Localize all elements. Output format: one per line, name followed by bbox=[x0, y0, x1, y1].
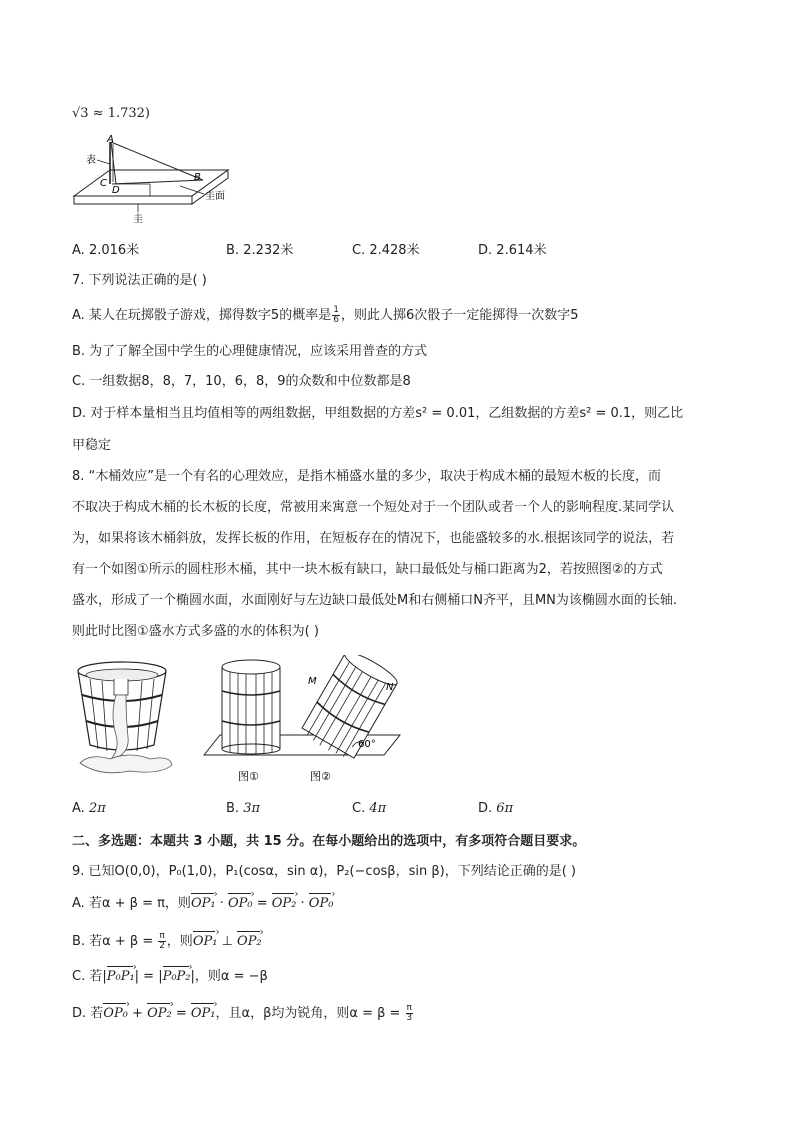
q8-line-6: 则此时比图①盛水方式多盛的水的体积为( ) bbox=[72, 624, 319, 639]
caption-fig1: 图① bbox=[238, 770, 259, 783]
sqrt3-approx: √3 ≈ 1.732) bbox=[72, 106, 150, 121]
q9-option-d: D. 若OP₀ › + OP₂ › = OP₁ ›，且α，β均为锐角，则α = β = $\frac{\pi}{3}$ bbox=[72, 1004, 414, 1023]
q6-option-a: A. 2.016米 bbox=[72, 243, 140, 258]
q8-line-1: 8. “木桶效应”是一个有名的心理效应，是指木桶盛水量的多少，取决于构成木桶的最短木板的长度，而 bbox=[72, 469, 662, 484]
q6-option-c: C. 2.428米 bbox=[352, 243, 420, 258]
label-D: D bbox=[112, 185, 120, 196]
q7-option-b: B. 为了了解全国中学生的心理健康情况，应该采用普查的方式 bbox=[72, 344, 428, 359]
q7-option-d-cont: 甲稳定 bbox=[72, 438, 112, 453]
q7-stem: 7. 下列说法正确的是( ) bbox=[72, 273, 207, 288]
q6-option-b: B. 2.232米 bbox=[226, 243, 294, 258]
label-M: M bbox=[308, 676, 317, 687]
gnomon-figure bbox=[70, 132, 240, 224]
label-gui: 圭 bbox=[133, 214, 143, 224]
label-C: C bbox=[100, 178, 107, 189]
label-B: B bbox=[194, 172, 201, 183]
q6-option-d: D. 2.614米 bbox=[478, 243, 547, 258]
label-A: A bbox=[107, 134, 114, 145]
bucket-figures-1-2 bbox=[200, 655, 410, 790]
fraction: $\frac{1}{6}$ bbox=[333, 305, 339, 325]
q9-option-a: A. 若α + β = π，则OP₁ › · OP₀ › = OP₂ › · OP₀ › bbox=[72, 895, 333, 913]
q7-option-a: A. 某人在玩掷骰子游戏，掷得数字5的概率是 $\frac{1}{6}$ ，则此人掷6次骰子一定能掷得一次数字5 bbox=[72, 305, 579, 325]
q7-option-c: C. 一组数据8，8，7，10，6，8，9的众数和中位数都是8 bbox=[72, 374, 411, 389]
q9-stem: 9. 已知O(0,0)，P₀(1,0)，P₁(cosα，sin α)，P₂(−cosβ，sin β)，下列结论正确的是( ) bbox=[72, 864, 577, 879]
angle-label: 60° bbox=[358, 739, 376, 750]
section-heading-multi-choice: 二、多选题：本题共 3 小题，共 15 分。在每小题给出的选项中，有多项符合题目要求。 bbox=[72, 834, 586, 849]
q8-line-2: 不取决于构成木桶的长木板的长度，常被用来寓意一个短处对于一个团队或者一个人的影响程度.某同学认 bbox=[72, 500, 675, 515]
fraction: $\frac{\pi}{2}$ bbox=[159, 931, 165, 951]
q8-option-d: D. 6π bbox=[478, 801, 514, 816]
q7-option-d: D. 对于样本量相当且均值相等的两组数据，甲组数据的方差s² = 0.01，乙组数据的方差s² = 0.1，则乙比 bbox=[72, 406, 684, 421]
label-biao: 表 bbox=[86, 155, 96, 166]
q8-option-a: A. 2π bbox=[72, 801, 106, 816]
caption-fig2: 图② bbox=[310, 770, 331, 783]
label-guimian: 圭面 bbox=[205, 191, 225, 202]
label-N: N bbox=[386, 682, 394, 693]
bucket-illustration bbox=[70, 655, 180, 780]
q8-line-4: 有一个如图①所示的圆柱形木桶，其中一块木板有缺口，缺口最低处与桶口距离为2，若按照图②的方式 bbox=[72, 562, 663, 577]
q8-line-3: 为，如果将该木桶斜放，发挥长板的作用，在短板存在的情况下，也能盛较多的水.根据该同学的说法，若 bbox=[72, 531, 675, 546]
q8-line-5: 盛水，形成了一个椭圆水面，水面刚好与左边缺口最低处M和右侧桶口N齐平，且MN为该椭圆水面的长轴. bbox=[72, 593, 678, 608]
q8-option-b: B. 3π bbox=[226, 801, 261, 816]
fraction: $\frac{\pi}{3}$ bbox=[406, 1003, 413, 1023]
q9-option-c: C. 若|P₀P₁ ›| = |P₀P₂ ›|，则α = −β bbox=[72, 968, 268, 986]
q8-option-c: C. 4π bbox=[352, 801, 387, 816]
q9-option-b: B. 若α + β = $\frac{\pi}{2}$ ，则OP₁ › ⊥ OP₂ › bbox=[72, 932, 262, 951]
